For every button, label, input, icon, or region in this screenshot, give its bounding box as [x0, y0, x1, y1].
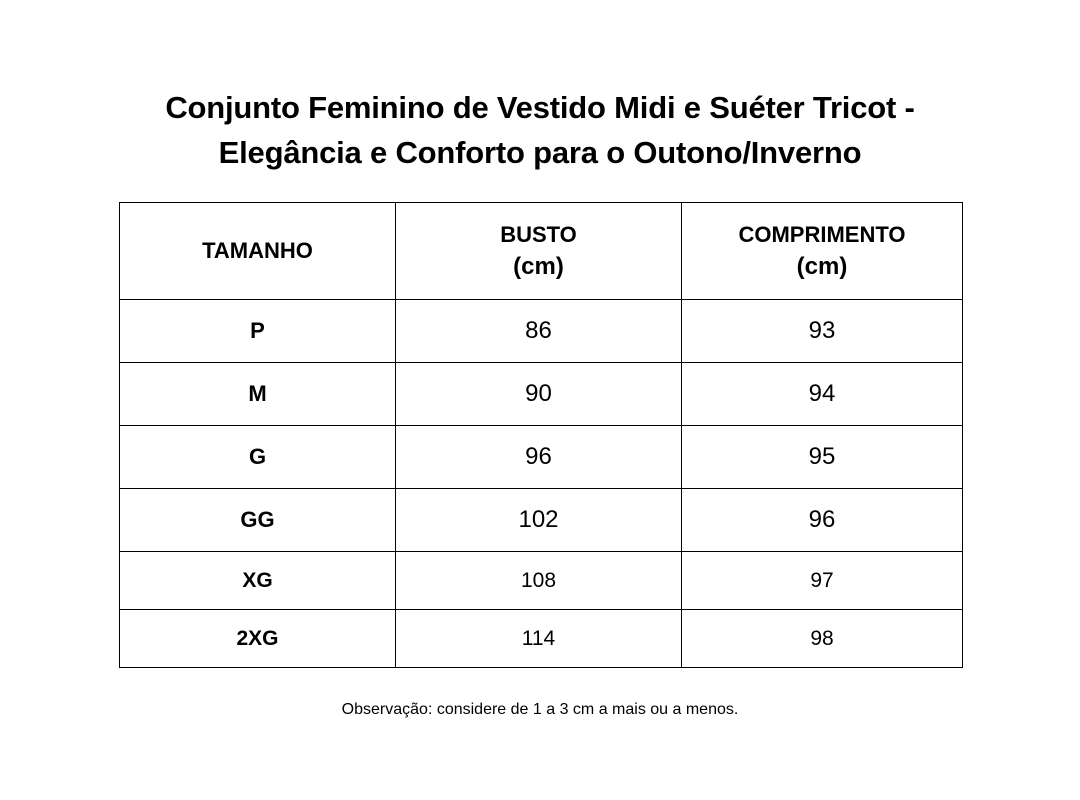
title-line-2: Elegância e Conforto para o Outono/Inverno — [218, 135, 862, 170]
size-cell: P — [120, 300, 396, 363]
header-bust-label: BUSTO — [500, 222, 577, 247]
size-cell: GG — [120, 489, 396, 552]
bust-cell: 108 — [396, 552, 682, 610]
footnote: Observação: considere de 1 a 3 cm a mais ou a menos. — [341, 701, 739, 718]
bust-cell: 96 — [396, 426, 682, 489]
size-cell: XG — [120, 552, 396, 610]
title-line-1: Conjunto Feminino de Vestido Midi e Suéter Tricot - — [165, 90, 915, 125]
page-title — [0, 85, 1080, 175]
header-bust-unit: (cm) — [513, 253, 564, 280]
length-cell: 98 — [682, 610, 963, 668]
header-size — [120, 203, 396, 300]
bust-cell: 90 — [396, 363, 682, 426]
table-row — [120, 489, 963, 552]
header-length-unit: (cm) — [796, 253, 848, 280]
header-length-label: COMPRIMENTO — [738, 222, 906, 247]
length-cell: 97 — [682, 552, 963, 610]
table-row — [120, 552, 963, 610]
header-bust — [396, 203, 682, 300]
table-row — [120, 300, 963, 363]
table-row — [120, 610, 963, 668]
header-length — [682, 203, 963, 300]
table-row — [120, 426, 963, 489]
bust-cell: 102 — [396, 489, 682, 552]
table-header-row — [120, 203, 963, 300]
size-cell: G — [120, 426, 396, 489]
header-size-label: TAMANHO — [202, 238, 313, 263]
size-cell: M — [120, 363, 396, 426]
size-cell: 2XG — [120, 610, 396, 668]
table-row — [120, 363, 963, 426]
length-cell: 96 — [682, 489, 963, 552]
bust-cell: 114 — [396, 610, 682, 668]
length-cell: 95 — [682, 426, 963, 489]
length-cell: 93 — [682, 300, 963, 363]
bust-cell: 86 — [396, 300, 682, 363]
length-cell: 94 — [682, 363, 963, 426]
size-table — [119, 202, 963, 668]
